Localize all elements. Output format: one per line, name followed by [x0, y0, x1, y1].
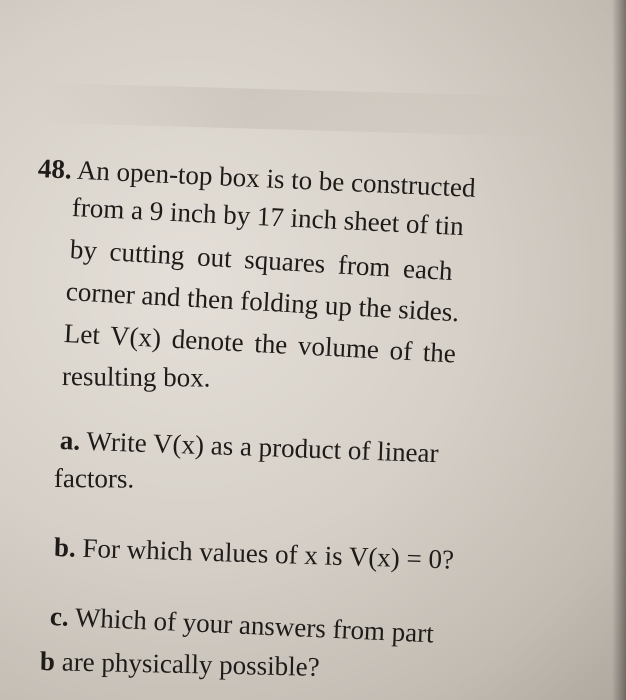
part-c-b-label: b — [39, 646, 56, 677]
problem-text-line: Let V(x) denote the volume of the — [63, 318, 457, 369]
problem-text-line: An open-top box is to be constructed — [76, 154, 477, 203]
part-c-label: c. — [49, 601, 70, 632]
problem-text-line: corner and then folding up the sides. — [65, 276, 460, 328]
part-b-line-1 — [53, 531, 454, 576]
problem-text-line: from a 9 inch by 17 inch sheet of tin — [71, 192, 465, 242]
problem-number: 48. — [37, 153, 73, 185]
part-c-line-2 — [40, 645, 320, 683]
part-b-label: b. — [53, 532, 77, 563]
part-a-label: a. — [59, 425, 81, 456]
problem-text-line: by cutting out squares from each — [69, 234, 454, 287]
problem-line-6 — [62, 360, 211, 394]
part-a-text: factors. — [53, 463, 135, 494]
part-c-line-1 — [49, 600, 434, 649]
problem-text-line: resulting box. — [61, 361, 211, 393]
part-b-text: For which values of x is V(x) = 0? — [82, 532, 455, 575]
part-a-text: Write V(x) as a product of linear — [85, 425, 440, 469]
part-c-text: are physically possible? — [61, 646, 320, 682]
part-c-text: Which of your answers from part — [74, 602, 435, 649]
part-a-line-2 — [54, 462, 134, 495]
